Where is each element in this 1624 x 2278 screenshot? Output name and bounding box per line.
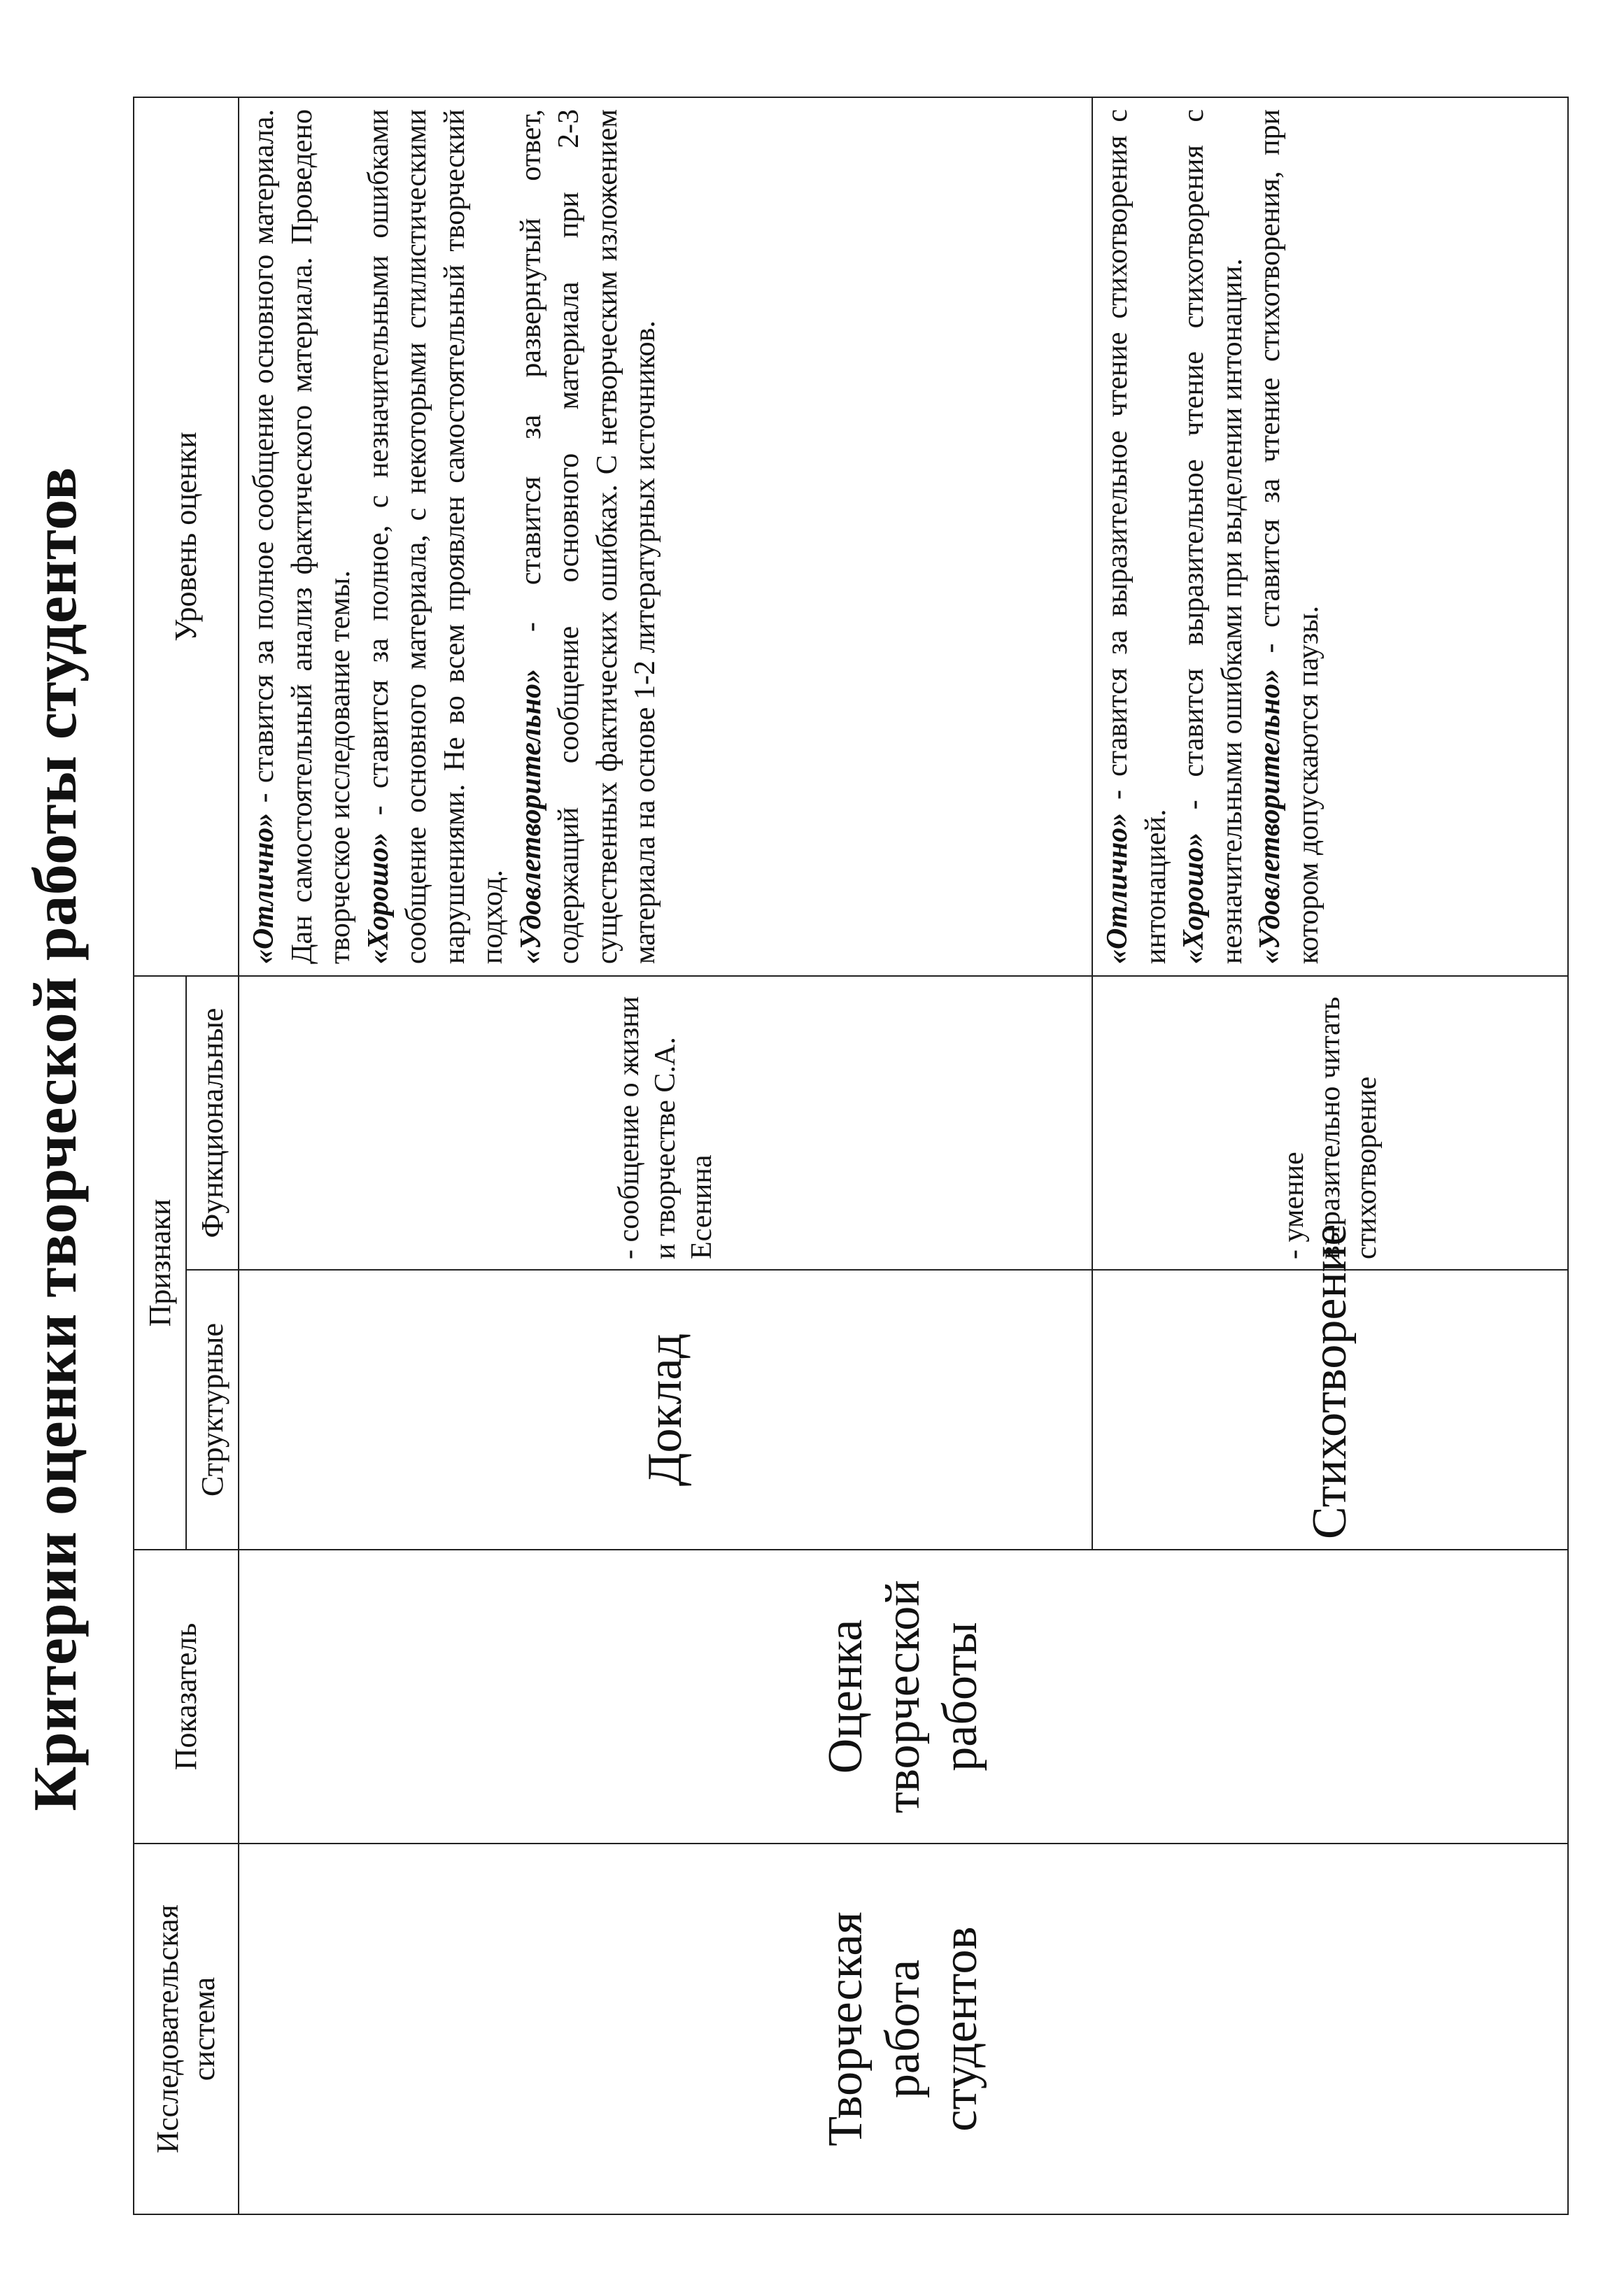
functional-cell-report: - сообщение о жизни и творчестве С.А. Есенина [239,976,1092,1270]
grade-label: «Хорошо» [1178,832,1210,964]
header-signs: Признаки [134,976,186,1550]
level-item [1251,109,1327,964]
grade-label: «Удовлетворительно» [514,669,547,964]
header-indicator: Показатель [134,1550,239,1844]
grade-description: - ставится за развернутый ответ, содержащий сообщение основного материала при 2-3 существенных фактических ошибках. С нетворческим изложением материала на основе 1-2 литературных источников. [514,108,661,964]
grade-label: «Хорошо» [362,832,395,964]
level-cell-report [239,97,1092,976]
header-structural: Структурные [186,1270,239,1550]
grade-label: «Отлично» [248,812,280,964]
grade-description: - ставится за выразительное чтение стихотворения с интонацией. [1101,108,1172,964]
research-system-cell: Творческая работа студентов [239,1844,1568,2214]
level-item [1099,109,1175,964]
grade-label: «Отлично» [1101,812,1134,964]
grade-description: - ставится за полное, с незначительными ошибками сообщение основного материала, с некоторыми стилистическими нарушениями. Не во всем проявлен самостоятельный творческий подход. [362,108,509,964]
header-research-system: Исследовательская система [134,1844,239,2214]
indicator-cell: Оценка творческой работы [239,1550,1568,1844]
functional-cell-poem: - умение выразительно читать стихотворение [1092,976,1568,1270]
grade-description: - ставится за чтение стихотворения, при котором допускаются паузы. [1254,108,1325,964]
grade-label: «Удовлетворительно» [1254,669,1286,964]
level-item [1175,109,1251,964]
grade-description: - ставится выразительное чтение стихотворения с незначительными ошибками при выделении интонации. [1178,108,1248,964]
level-item [245,109,360,964]
header-functional: Функциональные [186,976,239,1270]
criteria-table [133,97,1569,2215]
level-item [512,109,665,964]
header-level: Уровень оценки [134,97,239,976]
page-title: Критерии оценки творческой работы студентов [22,467,90,1811]
level-cell-poem [1092,97,1568,976]
header-row-1 [134,97,186,2214]
level-item [360,109,512,964]
grade-description: - ставится за полное сообщение основного материала. Дан самостоятельный анализ фактического материала. Проведено творческое исследование темы. [248,108,356,964]
structural-cell-report: Доклад [239,1270,1092,1550]
structural-cell-poem: Стихотворение [1092,1270,1568,1550]
table-row-report [239,97,1092,2214]
